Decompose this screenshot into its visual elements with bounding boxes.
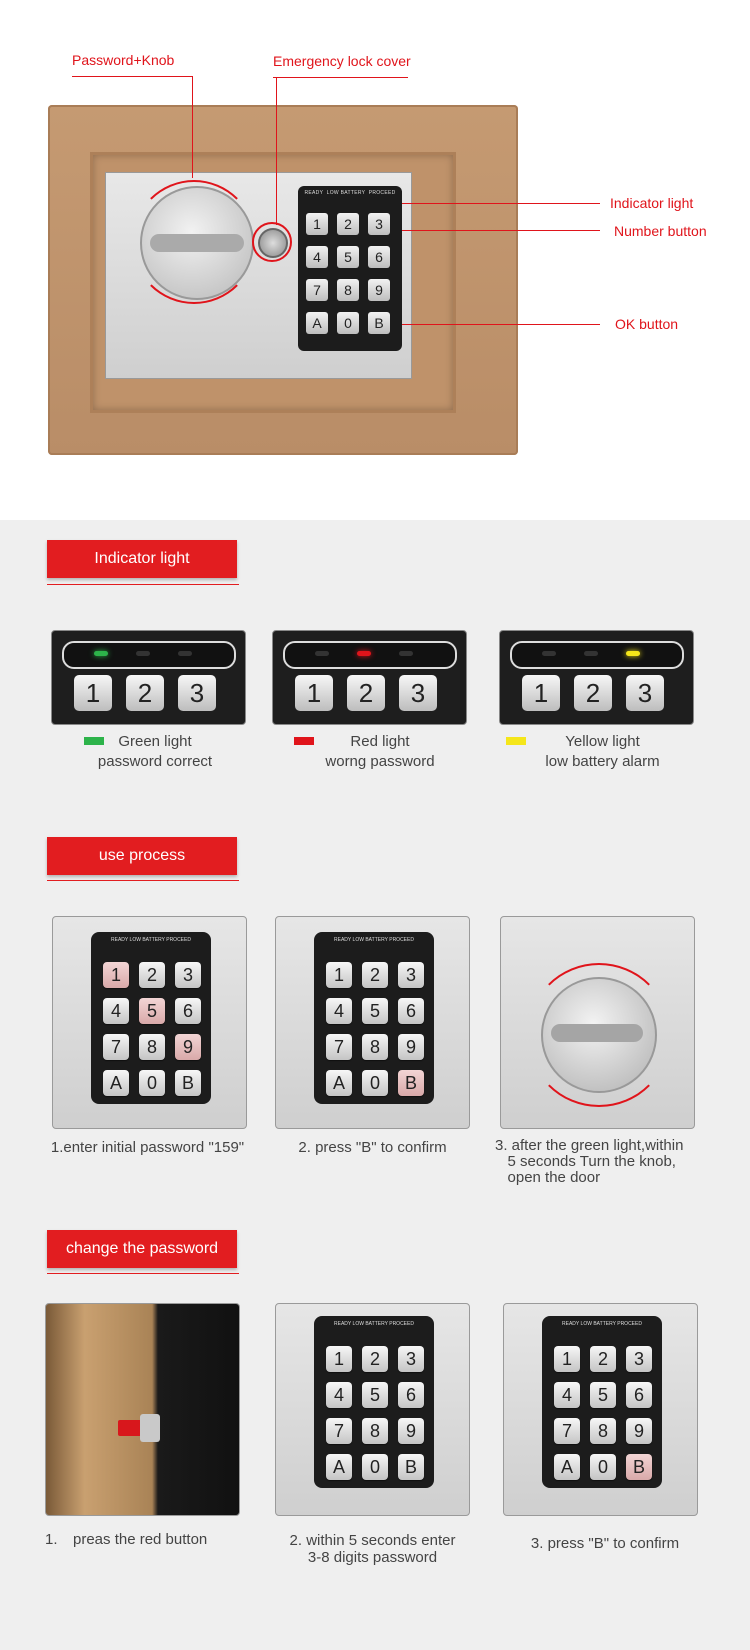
keypad-header: READY LOW BATTERY PROCEED <box>334 937 414 943</box>
key-2: 2 <box>139 962 165 988</box>
callout-emergency-cover: Emergency lock cover <box>273 53 411 69</box>
callout-indicator-light: Indicator light <box>610 195 694 211</box>
red-button-icon <box>118 1420 142 1436</box>
keypad-header: READY LOW BATTERY PROCEED <box>562 1321 642 1327</box>
key-7: 7 <box>554 1418 580 1444</box>
callout-line <box>72 76 192 77</box>
use-step-1-photo <box>52 916 247 1129</box>
key-3: 3 <box>626 1346 652 1372</box>
key-3: 3 <box>398 1346 424 1372</box>
key-3: 3 <box>626 675 664 711</box>
key-5: 5 <box>590 1382 616 1408</box>
keypad <box>542 1316 662 1488</box>
key-5: 5 <box>139 998 165 1024</box>
led-1 <box>357 651 371 656</box>
rotation-ring <box>527 963 671 1107</box>
led-strip <box>510 641 684 669</box>
led-1 <box>136 651 150 656</box>
key-2: 2 <box>126 675 164 711</box>
key-1: 1 <box>103 962 129 988</box>
callout-line <box>395 324 600 325</box>
key-3: 3 <box>398 962 424 988</box>
key-A: A <box>103 1070 129 1096</box>
led-2 <box>399 651 413 656</box>
callout-number-button: Number button <box>614 223 707 239</box>
keypad <box>91 932 211 1104</box>
key-2: 2 <box>362 962 388 988</box>
safe-key-4: 4 <box>306 246 328 268</box>
led-0 <box>315 651 329 656</box>
key-8: 8 <box>362 1034 388 1060</box>
safe-key-0: 0 <box>337 312 359 334</box>
keypad-header: READY LOW BATTERY PROCEED <box>304 190 396 196</box>
key-4: 4 <box>554 1382 580 1408</box>
key-2: 2 <box>362 1346 388 1372</box>
indicator-panel-green <box>51 630 246 725</box>
callout-line <box>192 76 193 178</box>
callout-password-knob: Password+Knob <box>72 52 175 68</box>
key-9: 9 <box>398 1034 424 1060</box>
key-4: 4 <box>326 1382 352 1408</box>
key-3: 3 <box>399 675 437 711</box>
key-0: 0 <box>362 1454 388 1480</box>
caption-red: Red light worng password <box>325 733 435 770</box>
key-1: 1 <box>295 675 333 711</box>
section-underline <box>47 1273 239 1274</box>
change-step-1-num: 1. <box>45 1531 58 1548</box>
led-1 <box>584 651 598 656</box>
keypad-header: READY LOW BATTERY PROCEED <box>334 1321 414 1327</box>
key-1: 1 <box>326 1346 352 1372</box>
keypad <box>314 932 434 1104</box>
callout-line <box>395 230 600 231</box>
safe-key-2: 2 <box>337 213 359 235</box>
change-step-1-photo <box>45 1303 240 1516</box>
key-0: 0 <box>362 1070 388 1096</box>
key-8: 8 <box>362 1418 388 1444</box>
safe-key-7: 7 <box>306 279 328 301</box>
led-strip <box>283 641 457 669</box>
callout-ok-button: OK button <box>615 316 679 332</box>
key-0: 0 <box>139 1070 165 1096</box>
change-step-1-caption: preas the red button <box>73 1531 208 1548</box>
keypad <box>314 1316 434 1488</box>
change-step-2-caption: 2. within 5 seconds enter 3-8 digits password <box>289 1532 456 1566</box>
change-step-2-photo <box>275 1303 470 1516</box>
lock-cover-ring <box>252 222 292 262</box>
key-1: 1 <box>326 962 352 988</box>
led-2 <box>178 651 192 656</box>
key-5: 5 <box>362 998 388 1024</box>
safe-key-6: 6 <box>368 246 390 268</box>
key-6: 6 <box>626 1382 652 1408</box>
key-3: 3 <box>178 675 216 711</box>
key-2: 2 <box>347 675 385 711</box>
safe-key-1: 1 <box>306 213 328 235</box>
use-step-3-photo <box>500 916 695 1129</box>
callout-line <box>276 77 277 225</box>
use-step-2-caption: 2. press "B" to confirm <box>298 1139 447 1156</box>
section-underline <box>47 880 239 881</box>
safe-key-B: B <box>368 312 390 334</box>
indicator-panel-red <box>272 630 467 725</box>
key-B: B <box>398 1454 424 1480</box>
section-title-use: use process <box>47 837 237 875</box>
led-0 <box>542 651 556 656</box>
safe-key-9: 9 <box>368 279 390 301</box>
key-5: 5 <box>362 1382 388 1408</box>
safe-key-5: 5 <box>337 246 359 268</box>
key-A: A <box>326 1454 352 1480</box>
key-7: 7 <box>103 1034 129 1060</box>
key-1: 1 <box>74 675 112 711</box>
led-0 <box>94 651 108 656</box>
key-4: 4 <box>326 998 352 1024</box>
yellow-swatch <box>506 737 526 745</box>
section-title-indicator: Indicator light <box>47 540 237 578</box>
key-B: B <box>175 1070 201 1096</box>
key-1: 1 <box>522 675 560 711</box>
key-3: 3 <box>175 962 201 988</box>
keypad-header: READY LOW BATTERY PROCEED <box>111 937 191 943</box>
led-2 <box>626 651 640 656</box>
safe-key-8: 8 <box>337 279 359 301</box>
key-7: 7 <box>326 1418 352 1444</box>
safe-key-3: 3 <box>368 213 390 235</box>
key-9: 9 <box>398 1418 424 1444</box>
key-A: A <box>326 1070 352 1096</box>
key-8: 8 <box>590 1418 616 1444</box>
key-6: 6 <box>398 1382 424 1408</box>
key-1: 1 <box>554 1346 580 1372</box>
caption-yellow: Yellow light low battery alarm <box>545 733 660 770</box>
key-6: 6 <box>175 998 201 1024</box>
use-step-1-caption: 1.enter initial password "159" <box>50 1139 245 1156</box>
key-B: B <box>626 1454 652 1480</box>
section-title-change: change the password <box>47 1230 237 1268</box>
change-step-3-caption: 3. press "B" to confirm <box>530 1535 680 1552</box>
key-7: 7 <box>326 1034 352 1060</box>
knob-rotation-ring <box>132 180 256 304</box>
key-9: 9 <box>175 1034 201 1060</box>
led-strip <box>62 641 236 669</box>
key-A: A <box>554 1454 580 1480</box>
key-0: 0 <box>590 1454 616 1480</box>
key-2: 2 <box>574 675 612 711</box>
button-collar <box>140 1414 160 1442</box>
indicator-panel-yellow <box>499 630 694 725</box>
change-step-3-photo <box>503 1303 698 1516</box>
key-6: 6 <box>398 998 424 1024</box>
section-underline <box>47 584 239 585</box>
key-B: B <box>398 1070 424 1096</box>
callout-line <box>273 77 408 78</box>
key-8: 8 <box>139 1034 165 1060</box>
safe-key-A: A <box>306 312 328 334</box>
caption-green: Green light password correct <box>97 733 213 770</box>
key-4: 4 <box>103 998 129 1024</box>
key-2: 2 <box>590 1346 616 1372</box>
use-step-2-photo <box>275 916 470 1129</box>
key-9: 9 <box>626 1418 652 1444</box>
use-step-3-caption: 3. after the green light,within 5 seconds Turn the knob, open the door <box>495 1137 684 1186</box>
callout-line <box>395 203 600 204</box>
